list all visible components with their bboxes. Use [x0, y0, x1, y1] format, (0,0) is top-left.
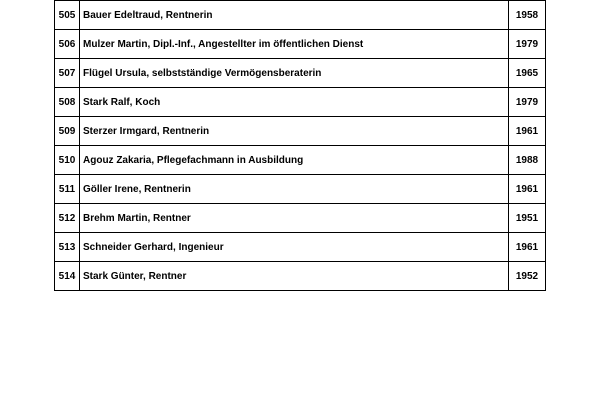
- candidate-name: Bauer Edeltraud, Rentnerin: [80, 1, 509, 30]
- candidate-name: Stark Ralf, Koch: [80, 88, 509, 117]
- candidate-birth-year: 1958: [509, 1, 546, 30]
- candidate-number: 509: [55, 117, 80, 146]
- candidate-birth-year: 1961: [509, 233, 546, 262]
- candidate-name: Flügel Ursula, selbstständige Vermögensberaterin: [80, 59, 509, 88]
- candidate-number: 507: [55, 59, 80, 88]
- table-row: [55, 262, 546, 291]
- candidate-number: 511: [55, 175, 80, 204]
- candidate-number: 513: [55, 233, 80, 262]
- candidate-birth-year: 1979: [509, 88, 546, 117]
- candidate-number: 505: [55, 1, 80, 30]
- table-row: [55, 204, 546, 233]
- candidate-name: Schneider Gerhard, Ingenieur: [80, 233, 509, 262]
- candidate-table-body: [55, 1, 546, 291]
- table-row: [55, 30, 546, 59]
- candidate-name: Mulzer Martin, Dipl.-Inf., Angestellter im öffentlichen Dienst: [80, 30, 509, 59]
- candidate-birth-year: 1961: [509, 117, 546, 146]
- table-row: [55, 1, 546, 30]
- candidate-birth-year: 1988: [509, 146, 546, 175]
- candidate-birth-year: 1951: [509, 204, 546, 233]
- table-row: [55, 59, 546, 88]
- candidate-birth-year: 1965: [509, 59, 546, 88]
- candidate-birth-year: 1961: [509, 175, 546, 204]
- candidate-name: Brehm Martin, Rentner: [80, 204, 509, 233]
- candidate-name: Göller Irene, Rentnerin: [80, 175, 509, 204]
- table-row: [55, 117, 546, 146]
- table-row: [55, 88, 546, 117]
- candidate-birth-year: 1979: [509, 30, 546, 59]
- table-row: [55, 146, 546, 175]
- candidate-number: 506: [55, 30, 80, 59]
- candidate-number: 514: [55, 262, 80, 291]
- table-row: [55, 175, 546, 204]
- candidate-birth-year: 1952: [509, 262, 546, 291]
- candidate-name: Sterzer Irmgard, Rentnerin: [80, 117, 509, 146]
- candidate-name: Agouz Zakaria, Pflegefachmann in Ausbildung: [80, 146, 509, 175]
- table-row: [55, 233, 546, 262]
- candidate-number: 510: [55, 146, 80, 175]
- candidate-number: 508: [55, 88, 80, 117]
- candidate-number: 512: [55, 204, 80, 233]
- candidate-table: [54, 0, 546, 291]
- candidate-name: Stark Günter, Rentner: [80, 262, 509, 291]
